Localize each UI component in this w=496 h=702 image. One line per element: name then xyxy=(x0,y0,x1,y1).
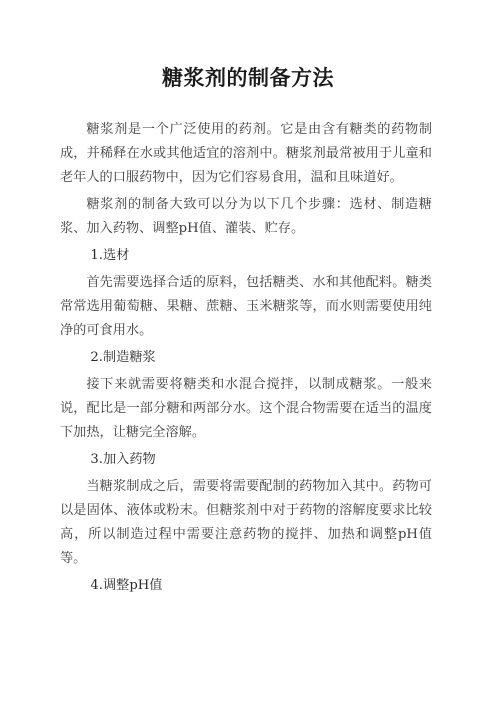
section-heading-add-drug: 3.加入药物 xyxy=(90,452,156,467)
section-heading-selection: 1.选材 xyxy=(90,248,130,263)
intro-paragraph-2: 糖浆剂的制备大致可以分为以下几个步骤：选材、制造糖浆、加入药物、调整pH值、灌装、贮存。 xyxy=(60,197,432,236)
document-body xyxy=(60,118,432,601)
section-heading-adjust-ph: 4.调整pH值 xyxy=(90,578,163,593)
section-text-add-drug: 当糖浆制成之后，需要将需要配制的药物加入其中。药物可以是固体、液体或粉末。但糖浆剂中对于药物的溶解度要求比较高，所以制造过程中需要注意药物的搅拌、加热和调整pH值等。 xyxy=(60,479,432,566)
intro-paragraph-1: 糖浆剂是一个广泛使用的药剂。它是由含有糖类的药物制成，并稀释在水或其他适宜的溶剂中。糖浆剂最常被用于儿童和老年人的口服药物中，因为它们容易食用，温和且味道好。 xyxy=(60,122,432,185)
document-title: 糖浆剂的制备方法 xyxy=(162,66,334,90)
section-text-selection: 首先需要选择合适的原料，包括糖类、水和其他配料。糖类常常选用葡萄糖、果糖、蔗糖、玉米糖浆等，而水则需要使用纯净的可食用水。 xyxy=(60,275,432,338)
section-heading-make-syrup: 2.制造糖浆 xyxy=(90,350,156,365)
section-text-make-syrup: 接下来就需要将糖类和水混合搅拌，以制成糖浆。一般来说，配比是一部分糖和两部分水。这个混合物需要在适当的温度下加热，让糖完全溶解。 xyxy=(60,377,432,440)
